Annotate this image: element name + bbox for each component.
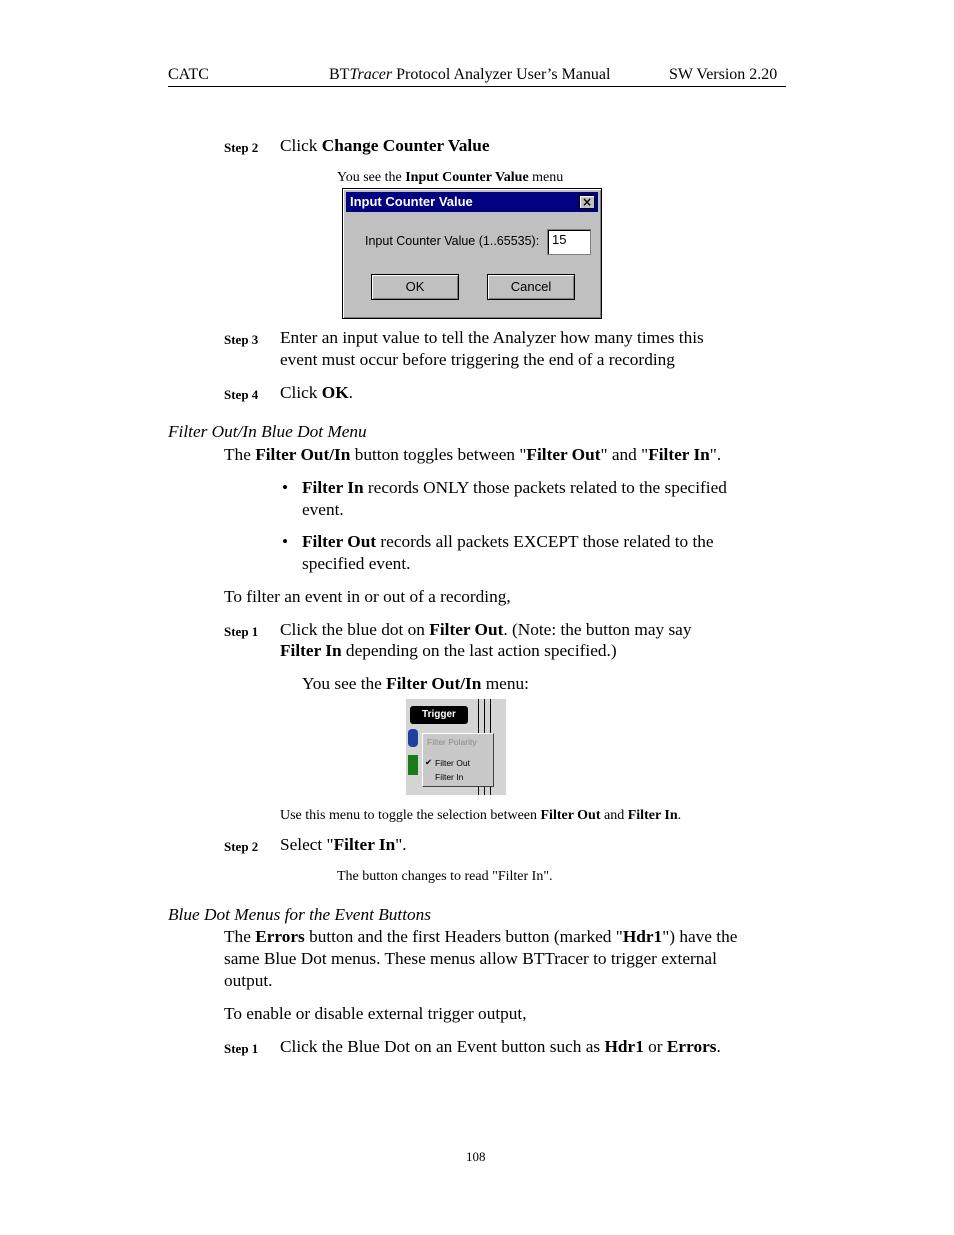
menu-item-filter-out[interactable]: Filter Out	[435, 758, 470, 768]
text-run: menu:	[481, 674, 529, 693]
close-icon[interactable]: ×	[579, 195, 595, 209]
section-heading: Filter Out/In Blue Dot Menu	[168, 422, 367, 441]
text-run: records ONLY those packets related to the specified	[363, 478, 727, 497]
text-run: records all packets EXCEPT those related to the	[376, 532, 714, 551]
text-run: Click the Blue Dot on an Event button such as	[280, 1037, 605, 1056]
ok-button[interactable]: OK	[371, 274, 459, 300]
header-title	[329, 66, 610, 84]
text-run: You see the	[302, 674, 387, 693]
blue-dot-icon[interactable]	[408, 729, 418, 747]
step-text	[280, 640, 617, 662]
bold-run: OK	[321, 383, 349, 402]
header-title-suffix: Protocol Analyzer User’s Manual	[392, 66, 611, 83]
step-text	[280, 834, 407, 856]
paragraph: To enable or disable external trigger output,	[224, 1004, 527, 1023]
filter-popup-menu	[422, 733, 494, 787]
menu-item-filter-in[interactable]: Filter In	[435, 772, 464, 782]
counter-value-input[interactable]: 15	[547, 229, 591, 255]
paragraph	[224, 444, 721, 466]
bold-run: Hdr1	[622, 927, 663, 946]
dialog-title-bar	[346, 192, 598, 212]
text-run: ") have the	[662, 927, 738, 946]
bold-run: Errors	[666, 1037, 717, 1056]
text-run: .	[677, 808, 682, 823]
list-item	[302, 531, 714, 553]
step-label: Step 1	[224, 624, 259, 639]
bold-run: Filter In	[333, 835, 396, 854]
bold-run: Errors	[255, 927, 305, 946]
bold-run: Filter Out	[526, 445, 601, 464]
bullet-icon: •	[282, 478, 289, 497]
step-label: Step 2	[224, 839, 259, 854]
list-item-continued: specified event.	[302, 554, 411, 573]
bold-run: Input Counter Value	[405, 170, 529, 185]
text-run: and	[600, 808, 628, 823]
step-label: Step 2	[224, 140, 259, 155]
caption	[280, 808, 681, 824]
text-run: The	[224, 445, 256, 464]
text-run: Click	[280, 136, 322, 155]
caption	[337, 170, 563, 186]
step-text: event must occur before triggering the end of a recording	[280, 350, 675, 369]
header-right: SW Version 2.20	[669, 66, 778, 83]
list-item	[302, 477, 727, 499]
bold-run: Filter In	[280, 641, 342, 660]
bold-run: Filter In	[648, 445, 710, 464]
header-left: CATC	[168, 66, 209, 83]
caption: The button changes to read "Filter In".	[337, 869, 553, 884]
text-run: button toggles between "	[350, 445, 527, 464]
dialog-title: Input Counter Value	[350, 194, 473, 209]
text-run: The	[224, 927, 256, 946]
text-run: You see the	[337, 170, 406, 185]
page-number: 108	[466, 1149, 486, 1164]
bold-run: Filter Out	[540, 808, 601, 823]
text-run: depending on the last action specified.)	[341, 641, 617, 660]
step-text: Enter an input value to tell the Analyzer how many times this	[280, 328, 704, 347]
list-item-continued: event.	[302, 500, 344, 519]
header-title-prefix: BT	[329, 66, 350, 83]
menu-item-filter-polarity: Filter Polarity	[427, 737, 477, 747]
text-run: Select "	[280, 835, 334, 854]
paragraph: output.	[224, 971, 273, 990]
step-text	[280, 382, 353, 404]
text-run: Click	[280, 383, 322, 402]
section-heading: Blue Dot Menus for the Event Buttons	[168, 905, 432, 924]
checkmark-icon: ✔	[425, 757, 433, 767]
step-label: Step 3	[224, 332, 259, 347]
filter-menu-screenshot	[406, 699, 506, 795]
text-run: or	[643, 1037, 667, 1056]
text-run: ".	[709, 445, 722, 464]
step-text	[280, 1036, 721, 1058]
event-button[interactable]	[408, 755, 418, 775]
trigger-button[interactable]: Trigger	[410, 706, 468, 724]
step-text	[280, 135, 490, 157]
paragraph: same Blue Dot menus. These menus allow BTTracer to trigger external	[224, 949, 717, 968]
step-label: Step 4	[224, 387, 259, 402]
text-run: Use this menu to toggle the selection between	[280, 808, 541, 823]
bold-run: Filter Out/In	[386, 674, 482, 693]
bold-run: Filter Out/In	[255, 445, 351, 464]
text-run: .	[348, 383, 353, 402]
bold-run: Filter In	[627, 808, 678, 823]
text-run: " and "	[600, 445, 649, 464]
step-text	[280, 619, 692, 641]
text-run: ".	[395, 835, 407, 854]
bold-run: Filter Out	[302, 532, 377, 551]
header-title-italic: Tracer	[349, 66, 393, 83]
input-counter-dialog	[342, 188, 602, 319]
header-rule	[168, 86, 786, 87]
caption	[302, 673, 529, 695]
paragraph: To filter an event in or out of a recording,	[224, 587, 511, 606]
bullet-icon: •	[282, 532, 289, 551]
bold-run: Filter In	[302, 478, 364, 497]
step-label: Step 1	[224, 1041, 259, 1056]
text-run: . (Note: the button may say	[503, 620, 692, 639]
bold-run: Filter Out	[429, 620, 504, 639]
text-run: menu	[528, 170, 564, 185]
bold-run: Change Counter Value	[321, 136, 490, 155]
bold-run: Hdr1	[604, 1037, 644, 1056]
counter-value-label: Input Counter Value (1..65535):	[365, 234, 540, 248]
text-run: Click the blue dot on	[280, 620, 430, 639]
text-run: button and the first Headers button (marked "	[304, 927, 623, 946]
text-run: .	[716, 1037, 721, 1056]
paragraph	[224, 926, 737, 948]
cancel-button[interactable]: Cancel	[487, 274, 575, 300]
